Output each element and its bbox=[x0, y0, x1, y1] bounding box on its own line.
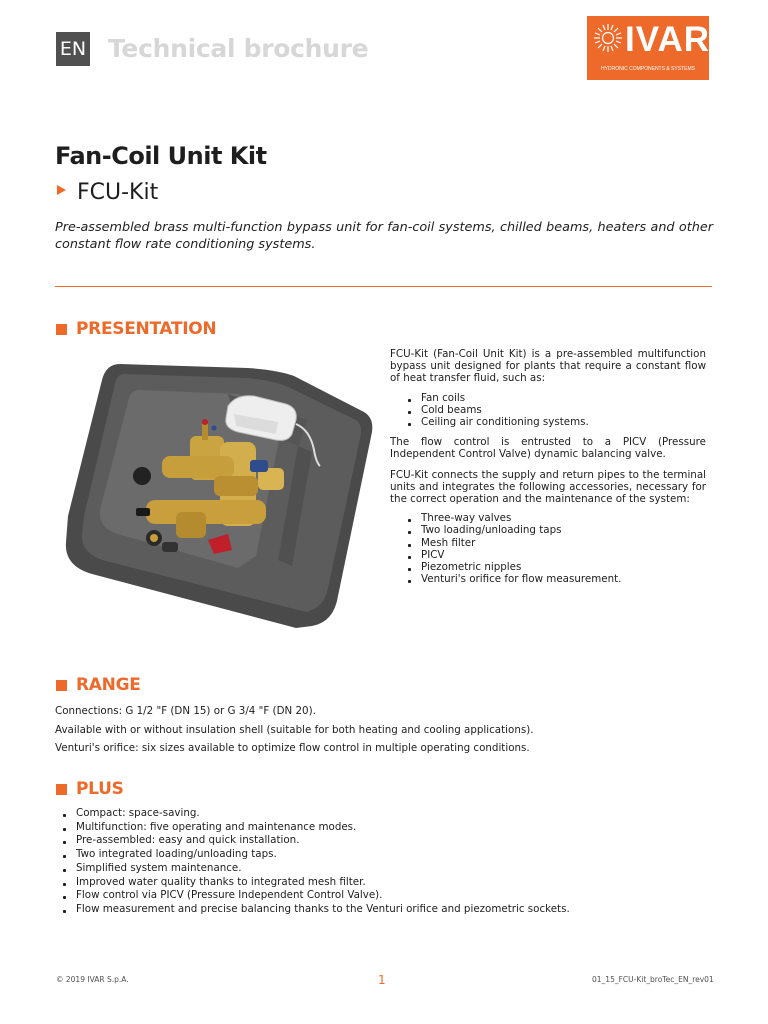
list-item: Cold beams bbox=[406, 404, 706, 416]
accessory-list bbox=[406, 512, 706, 585]
product-image bbox=[58, 360, 380, 636]
intro-paragraph: Pre-assembled brass multi-function bypass unit for fan-coil systems, chilled beams, heaters and other constant flow rate conditioning systems. bbox=[55, 220, 713, 252]
document-code: 01_15_FCU-Kit_broTec_EN_rev01 bbox=[592, 975, 714, 984]
language-label: EN bbox=[59, 38, 87, 60]
presentation-paragraph: FCU-Kit (Fan-Coil Unit Kit) is a pre-assembled multifunction bypass unit designed for plants that require a constant flow of heat transfer fluid, such as: bbox=[390, 348, 706, 385]
list-item: Fan coils bbox=[406, 392, 706, 404]
language-badge bbox=[56, 32, 90, 66]
list-item: Two integrated loading/unloading taps. bbox=[61, 848, 721, 862]
list-item: Improved water quality thanks to integrated mesh filter. bbox=[61, 876, 721, 890]
square-bullet-icon bbox=[56, 324, 67, 335]
section-label: RANGE bbox=[76, 675, 141, 695]
list-item: Simplified system maintenance. bbox=[61, 862, 721, 876]
footer-copyright: © 2019 IVAR S.p.A. bbox=[56, 975, 129, 984]
square-bullet-icon bbox=[56, 784, 67, 795]
list-item: Compact: space-saving. bbox=[61, 807, 721, 821]
list-item: Flow measurement and precise balancing thanks to the Venturi orifice and piezometric sockets. bbox=[61, 903, 721, 917]
list-item: Pre-assembled: easy and quick installation. bbox=[61, 834, 721, 848]
section-label: PRESENTATION bbox=[76, 319, 217, 339]
list-item: PICV bbox=[406, 549, 706, 561]
plus-list bbox=[61, 807, 721, 917]
list-item: Ceiling air conditioning systems. bbox=[406, 416, 706, 428]
square-bullet-icon bbox=[56, 680, 67, 691]
range-heading bbox=[56, 674, 141, 696]
section-label: PLUS bbox=[76, 779, 124, 799]
divider bbox=[55, 286, 712, 287]
ivar-logo bbox=[587, 16, 709, 80]
list-item: Piezometric nipples bbox=[406, 561, 706, 573]
presentation-text bbox=[390, 348, 706, 585]
range-line: Venturi's orifice: six sizes available to optimize flow control in multiple operating conditions. bbox=[55, 742, 530, 754]
list-item: Three-way valves bbox=[406, 512, 706, 524]
document-subtitle: FCU-Kit bbox=[77, 180, 159, 205]
list-item: Two loading/unloading taps bbox=[406, 524, 706, 536]
range-line: Available with or without insulation shell (suitable for both heating and cooling applications). bbox=[55, 723, 534, 736]
plus-heading bbox=[56, 778, 124, 800]
document-title: Fan-Coil Unit Kit bbox=[55, 142, 267, 170]
list-item: Flow control via PICV (Pressure Independent Control Valve). bbox=[61, 889, 721, 903]
sun-logo-icon bbox=[593, 23, 623, 53]
logo-wordmark: IVAR bbox=[625, 20, 711, 59]
page-number: 1 bbox=[378, 973, 386, 987]
list-item: Mesh filter bbox=[406, 537, 706, 549]
presentation-paragraph: The flow control is entrusted to a PICV (Pressure Independent Control Valve) dynamic balancing valve. bbox=[390, 436, 706, 461]
presentation-paragraph: FCU-Kit connects the supply and return pipes to the terminal units and integrates the following accessories, necessary for the correct operation and the maintenance of the system: bbox=[390, 468, 706, 506]
logo-tagline: HYDRONIC COMPONENTS & SYSTEMS bbox=[601, 66, 695, 72]
list-item: Venturi's orifice for flow measurement. bbox=[406, 573, 706, 585]
list-item: Multifunction: five operating and maintenance modes. bbox=[61, 821, 721, 835]
presentation-heading bbox=[56, 318, 216, 340]
range-line: Connections: G 1/2 "F (DN 15) or G 3/4 "F (DN 20). bbox=[55, 705, 316, 717]
triangle-bullet-icon bbox=[57, 185, 66, 195]
application-list bbox=[406, 392, 706, 429]
header-title: Technical brochure bbox=[108, 34, 369, 63]
range-text bbox=[55, 702, 715, 758]
